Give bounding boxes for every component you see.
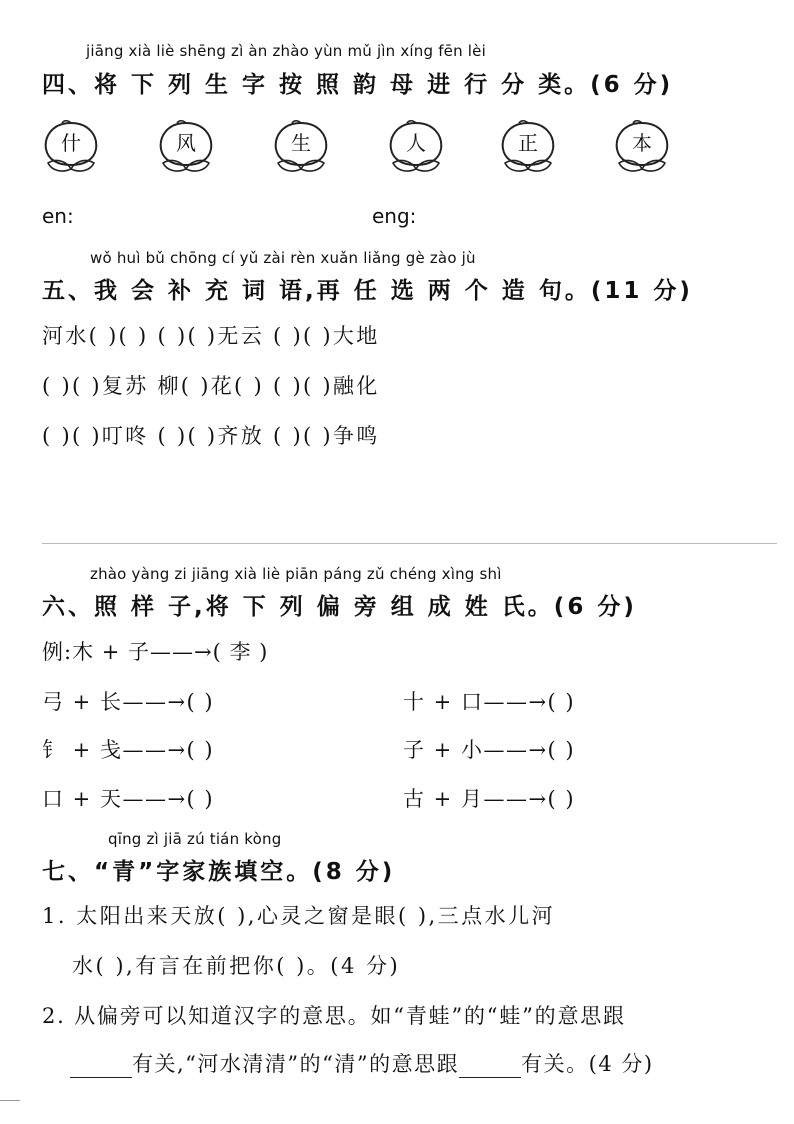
peach-char-box <box>155 117 225 179</box>
q1-line2: 水( ),有言在前把你( )。(4 分) <box>72 954 401 978</box>
word-fill-row: 河水( )( ) ( )( )无云 ( )( )大地 <box>42 324 380 348</box>
section7-heading: 七、“青”字家族填空。(8 分) <box>42 859 396 885</box>
radical-combo-right: 十 + 口——→( ) <box>403 690 576 714</box>
corner-mark <box>0 1100 20 1101</box>
q2-line2 <box>70 1048 654 1078</box>
eng-label: eng: <box>372 204 417 228</box>
radical-combo-right: 子 + 小——→( ) <box>403 738 576 762</box>
radical-combo-right: 古 + 月——→( ) <box>403 787 576 811</box>
peach-char-box <box>270 117 340 179</box>
section6-pinyin: zhào yàng zi jiāng xià liè piān páng zǔ chéng xìng shì <box>90 565 502 583</box>
fill-blank[interactable] <box>70 1057 132 1078</box>
q2-part-a: 有关,“河水清清”的“清”的意思跟 <box>132 1052 460 1076</box>
example-line: 例:木 + 子——→( 李 ) <box>42 640 269 664</box>
peach-char: 生 <box>291 131 311 155</box>
section4-heading: 四、将 下 列 生 字 按 照 韵 母 进 行 分 类。(6 分) <box>42 72 674 98</box>
peach-char-box <box>385 117 455 179</box>
fill-blank[interactable] <box>459 1057 521 1078</box>
peach-char: 正 <box>518 131 538 155</box>
q2-line1: 2. 从偏旁可以知道汉字的意思。如“青蛙”的“蛙”的意思跟 <box>42 1004 626 1028</box>
en-label: en: <box>42 204 74 228</box>
peach-char: 本 <box>632 131 652 155</box>
peach-char: 什 <box>61 131 81 155</box>
q1-line1: 1. 太阳出来天放( ),心灵之窗是眼( ),三点水儿河 <box>42 904 556 928</box>
section6-heading: 六、照 样 子,将 下 列 偏 旁 组 成 姓 氏。(6 分) <box>42 594 637 620</box>
section-divider <box>42 543 777 544</box>
peach-char-box <box>611 117 681 179</box>
radical-combo-left: 弓 + 长——→( ) <box>42 690 215 714</box>
section4-pinyin: jiāng xià liè shēng zì àn zhào yùn mǔ jìn xíng fēn lèi <box>86 42 486 60</box>
section7-pinyin: qīng zì jiā zú tián kòng <box>108 830 282 848</box>
radical-combo-left: 钅 + 戋——→( ) <box>42 738 215 762</box>
peach-char: 风 <box>176 131 196 155</box>
word-fill-row: ( )( )复苏 柳( )花( ) ( )( )融化 <box>42 374 380 398</box>
peach-char-box <box>40 117 110 179</box>
radical-combo-left: 口 + 天——→( ) <box>42 787 215 811</box>
word-fill-row: ( )( )叮咚 ( )( )齐放 ( )( )争鸣 <box>42 424 380 448</box>
q2-part-b: 有关。(4 分) <box>521 1052 654 1076</box>
peach-char-box <box>497 117 567 179</box>
section5-pinyin: wǒ huì bǔ chōng cí yǔ zài rèn xuǎn liǎng gè zào jù <box>90 249 476 267</box>
section5-heading: 五、我 会 补 充 词 语,再 任 选 两 个 造 句。(11 分) <box>42 278 693 304</box>
peach-char: 人 <box>406 131 426 155</box>
